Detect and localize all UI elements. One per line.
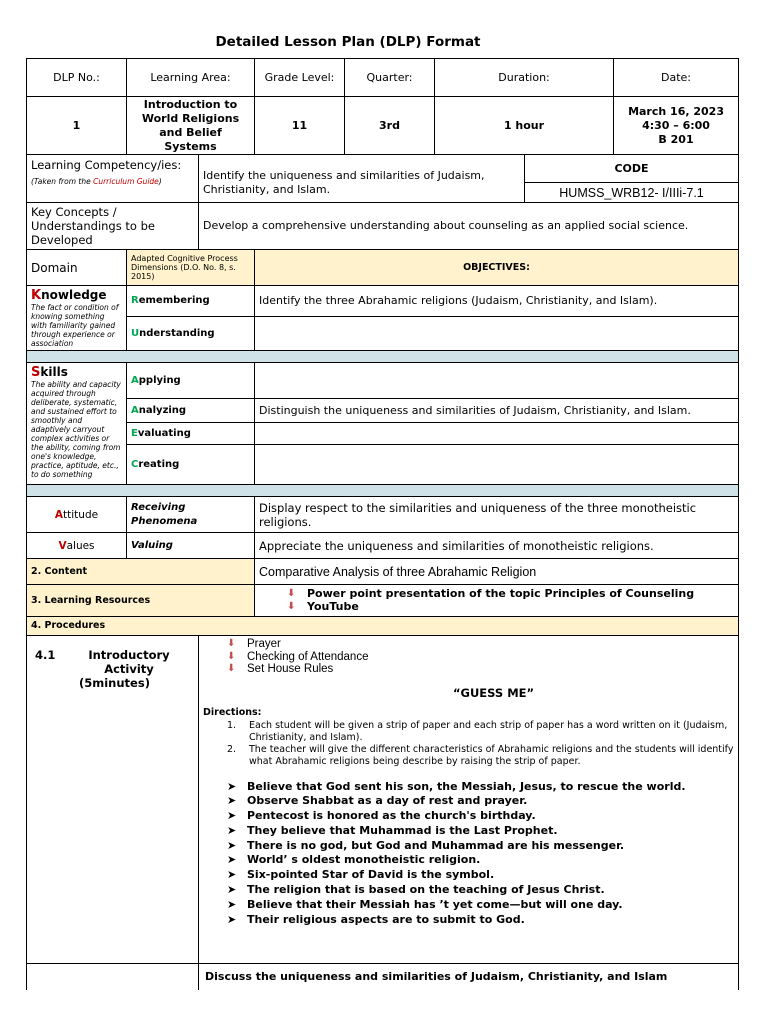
competency-label-cell <box>27 155 199 203</box>
skills-rest: kills <box>40 365 68 379</box>
statement-item <box>225 794 734 809</box>
skills-letter: S <box>31 365 41 380</box>
statement-item <box>225 898 734 913</box>
domain-label: Domain <box>27 250 127 286</box>
values-label <box>27 533 127 559</box>
directions-list <box>203 720 734 768</box>
competency-label: Learning Competency/ies: <box>31 158 182 172</box>
learning-area-label: Learning Area: <box>127 59 255 97</box>
resources-list <box>279 588 734 613</box>
opening-list <box>219 638 734 676</box>
statement-item <box>225 780 734 795</box>
statement-text: The religion that is based on the teaching of Jesus Christ. <box>247 883 605 897</box>
procedures-row <box>27 617 739 636</box>
time-text: 4:30 – 6:00 <box>642 118 710 132</box>
competency-row <box>27 155 739 183</box>
content-row <box>27 559 739 585</box>
spacer-row <box>27 351 739 363</box>
chevron-right-icon: ➤ <box>227 809 237 823</box>
domain-header-row <box>27 250 739 286</box>
statement-text: Six-pointed Star of David is the symbol. <box>247 868 495 882</box>
attitude-letter: A <box>54 508 64 521</box>
statement-text: Pentecost is honored as the church's birthday. <box>247 809 536 823</box>
understanding-row <box>27 317 739 351</box>
duration-label: Duration: <box>435 59 614 97</box>
applying-rest: pplying <box>138 374 181 386</box>
content-text: Comparative Analysis of three Abrahamic Religion <box>255 559 739 585</box>
knowledge-desc: The fact or condition of knowing something with familiarity gained through experience or association <box>31 303 119 348</box>
remembering-rest: emembering <box>138 295 210 307</box>
evaluating-label <box>127 423 255 445</box>
remembering-row <box>27 286 739 317</box>
skills-cell <box>27 363 127 485</box>
chevron-right-icon: ➤ <box>227 794 237 808</box>
attitude-process: Receiving Phenomena <box>127 497 255 533</box>
direction-num: 1. <box>227 719 237 731</box>
intro-time: (5minutes) <box>79 676 150 690</box>
chevron-right-icon: ➤ <box>227 853 237 867</box>
values-letter: V <box>58 539 67 552</box>
attitude-label <box>27 497 127 533</box>
resource-item <box>279 601 734 614</box>
teal-divider <box>27 351 739 363</box>
opening-item-text: Checking of Attendance <box>247 650 369 663</box>
bullet-arrow-icon: ⬇ <box>227 650 236 662</box>
spacer-row-2 <box>27 485 739 497</box>
knowledge-rest: nowledge <box>41 288 107 302</box>
dimensions-label: Adapted Cognitive Process Dimensions (D.O. No. 8, s. 2015) <box>127 250 255 286</box>
applying-label <box>127 363 255 399</box>
chevron-right-icon: ➤ <box>227 823 237 837</box>
next-activity-label-cell <box>27 964 199 990</box>
statement-item <box>225 913 734 928</box>
chevron-right-icon: ➤ <box>227 883 237 897</box>
next-activity-row <box>27 964 739 990</box>
bullet-arrow-icon: ⬇ <box>287 600 296 612</box>
grade-level-value: 11 <box>255 97 345 155</box>
knowledge-cell <box>27 286 127 351</box>
opening-item-text: Prayer <box>247 638 281 650</box>
chevron-right-icon: ➤ <box>227 838 237 852</box>
statements-list <box>225 780 734 928</box>
remembering-objective: Identify the three Abrahamic religions (Judaism, Christianity, and Islam). <box>255 286 739 317</box>
applying-objective <box>255 363 739 399</box>
analyzing-rest: nalyzing <box>138 404 187 416</box>
intro-num: 4.1 <box>35 648 56 662</box>
direction-text: The teacher will give the different characteristics of Abrahamic religions and the students will identify what Abrahamic religions being describe by raising the strip of paper. <box>249 743 734 767</box>
intro-activity-heading <box>31 648 194 676</box>
chevron-right-icon: ➤ <box>227 779 237 793</box>
creating-rest: reating <box>138 458 180 470</box>
intro-activity-row <box>27 636 739 964</box>
evaluating-letter: E <box>131 427 138 439</box>
resources-row <box>27 585 739 617</box>
creating-row <box>27 445 739 485</box>
remembering-label <box>127 286 255 317</box>
content-label: 2. Content <box>27 559 255 585</box>
applying-letter: A <box>131 374 139 386</box>
chevron-right-icon: ➤ <box>227 897 237 911</box>
intro-activity-label-cell <box>27 636 199 964</box>
resource-item-text: YouTube <box>307 599 359 613</box>
analyzing-letter: A <box>131 404 139 416</box>
analyzing-row <box>27 399 739 423</box>
directions-label: Directions: <box>203 706 262 718</box>
date-text: March 16, 2023 <box>628 104 724 118</box>
creating-letter: C <box>131 458 139 470</box>
values-objective: Appreciate the uniqueness and similarities of monotheistic religions. <box>255 533 739 559</box>
dlp-no-value: 1 <box>27 97 127 155</box>
resources-cell <box>255 585 739 617</box>
date-value <box>614 97 739 155</box>
dlp-table <box>26 58 739 990</box>
values-rest: alues <box>66 539 95 552</box>
evaluating-rest: valuating <box>137 427 191 439</box>
remembering-letter: R <box>131 295 139 307</box>
applying-row <box>27 363 739 399</box>
attitude-row <box>27 497 739 533</box>
chevron-right-icon: ➤ <box>227 912 237 926</box>
analyzing-objective: Distinguish the uniqueness and similarities of Judaism, Christianity, and Islam. <box>255 399 739 423</box>
direction-item <box>203 720 734 744</box>
statement-text: Believe that their Messiah has ’t yet come—but will one day. <box>247 897 623 911</box>
header-value-row <box>27 97 739 155</box>
statement-text: Observe Shabbat as a day of rest and prayer. <box>247 794 528 808</box>
resources-label: 3. Learning Resources <box>27 585 255 617</box>
dlp-no-label: DLP No.: <box>27 59 127 97</box>
analyzing-label <box>127 399 255 423</box>
opening-item <box>219 638 734 651</box>
competency-code: HUMSS_WRB12- I/IIIi-7.1 <box>525 183 739 203</box>
opening-item <box>219 651 734 664</box>
opening-item <box>219 663 734 676</box>
attitude-objective: Display respect to the similarities and uniqueness of the three monotheistic religions. <box>255 497 739 533</box>
quarter-label: Quarter: <box>345 59 435 97</box>
resource-item-text: Power point presentation of the topic Principles of Counseling <box>307 587 695 600</box>
grade-level-label: Grade Level: <box>255 59 345 97</box>
direction-item <box>203 744 734 768</box>
bullet-arrow-icon: ⬇ <box>227 663 236 674</box>
statement-text: There is no god, but God and Muhammad are his messenger. <box>247 838 625 852</box>
curriculum-note <box>31 175 194 189</box>
note-suffix: ) <box>158 177 162 186</box>
intro-activity-cell <box>199 636 739 964</box>
statement-text: World’ s oldest monotheistic religion. <box>247 853 481 867</box>
values-row <box>27 533 739 559</box>
knowledge-heading <box>31 288 122 303</box>
statement-text: Their religious aspects are to submit to God. <box>247 912 525 926</box>
creating-label <box>127 445 255 485</box>
statement-item <box>225 839 734 854</box>
bullet-arrow-icon: ⬇ <box>287 588 296 599</box>
bullet-arrow-icon: ⬇ <box>227 638 236 649</box>
attitude-rest: ttitude <box>63 508 99 521</box>
statement-item <box>225 868 734 883</box>
evaluating-objective <box>255 423 739 445</box>
knowledge-letter: K <box>31 288 42 303</box>
activity-title: “GUESS ME” <box>452 685 535 700</box>
key-concepts-text: Develop a comprehensive understanding about counseling as an applied social science. <box>199 203 739 250</box>
intro-label: Introductory Activity <box>88 648 170 676</box>
learning-area-value: Introduction to World Religions and Belief Systems <box>127 97 255 155</box>
statement-text: They believe that Muhammad is the Last Prophet. <box>247 823 558 837</box>
statement-item <box>225 824 734 839</box>
statement-item <box>225 853 734 868</box>
understanding-rest: nderstanding <box>139 327 215 339</box>
header-label-row <box>27 59 739 97</box>
understanding-letter: U <box>131 327 140 339</box>
chevron-right-icon: ➤ <box>227 868 237 882</box>
statement-text: Believe that God sent his son, the Messiah, Jesus, to rescue the world. <box>247 779 686 793</box>
key-concepts-label: Key Concepts / Understandings to be Developed <box>27 203 199 250</box>
key-concepts-row <box>27 203 739 250</box>
direction-text: Each student will be given a strip of paper and each strip of paper has a word written on it (Judaism, Christianity, and Islam). <box>249 719 728 743</box>
curriculum-guide-ref: Curriculum Guide <box>93 177 159 186</box>
code-label: CODE <box>525 155 739 183</box>
skills-heading <box>31 365 122 380</box>
competency-text: Identify the uniqueness and similarities of Judaism, Christianity, and Islam. <box>199 155 525 203</box>
skills-desc: The ability and capacity acquired through deliberate, systematic, and sustained effort to smoothly and adaptively carryout complex activities or the ability, coming from one's knowledge, practice, aptitude, etc., to do something <box>31 380 121 479</box>
duration-value: 1 hour <box>435 97 614 155</box>
evaluating-row <box>27 423 739 445</box>
statement-item <box>225 809 734 824</box>
creating-objective <box>255 445 739 485</box>
next-activity-text: Discuss the uniqueness and similarities of Judaism, Christianity, and Islam <box>199 964 739 990</box>
room-text: B 201 <box>658 132 694 146</box>
objectives-label: OBJECTIVES: <box>255 250 739 286</box>
page-title: Detailed Lesson Plan (DLP) Format <box>215 34 481 50</box>
values-process: Valuing <box>127 533 255 559</box>
direction-num: 2. <box>227 743 237 755</box>
understanding-label <box>127 317 255 351</box>
date-label: Date: <box>614 59 739 97</box>
understanding-objective <box>255 317 739 351</box>
quarter-value: 3rd <box>345 97 435 155</box>
opening-item-text: Set House Rules <box>247 663 334 675</box>
statement-item <box>225 883 734 898</box>
teal-divider-2 <box>27 485 739 497</box>
note-prefix: (Taken from the <box>31 177 94 186</box>
procedures-label: 4. Procedures <box>27 617 739 636</box>
